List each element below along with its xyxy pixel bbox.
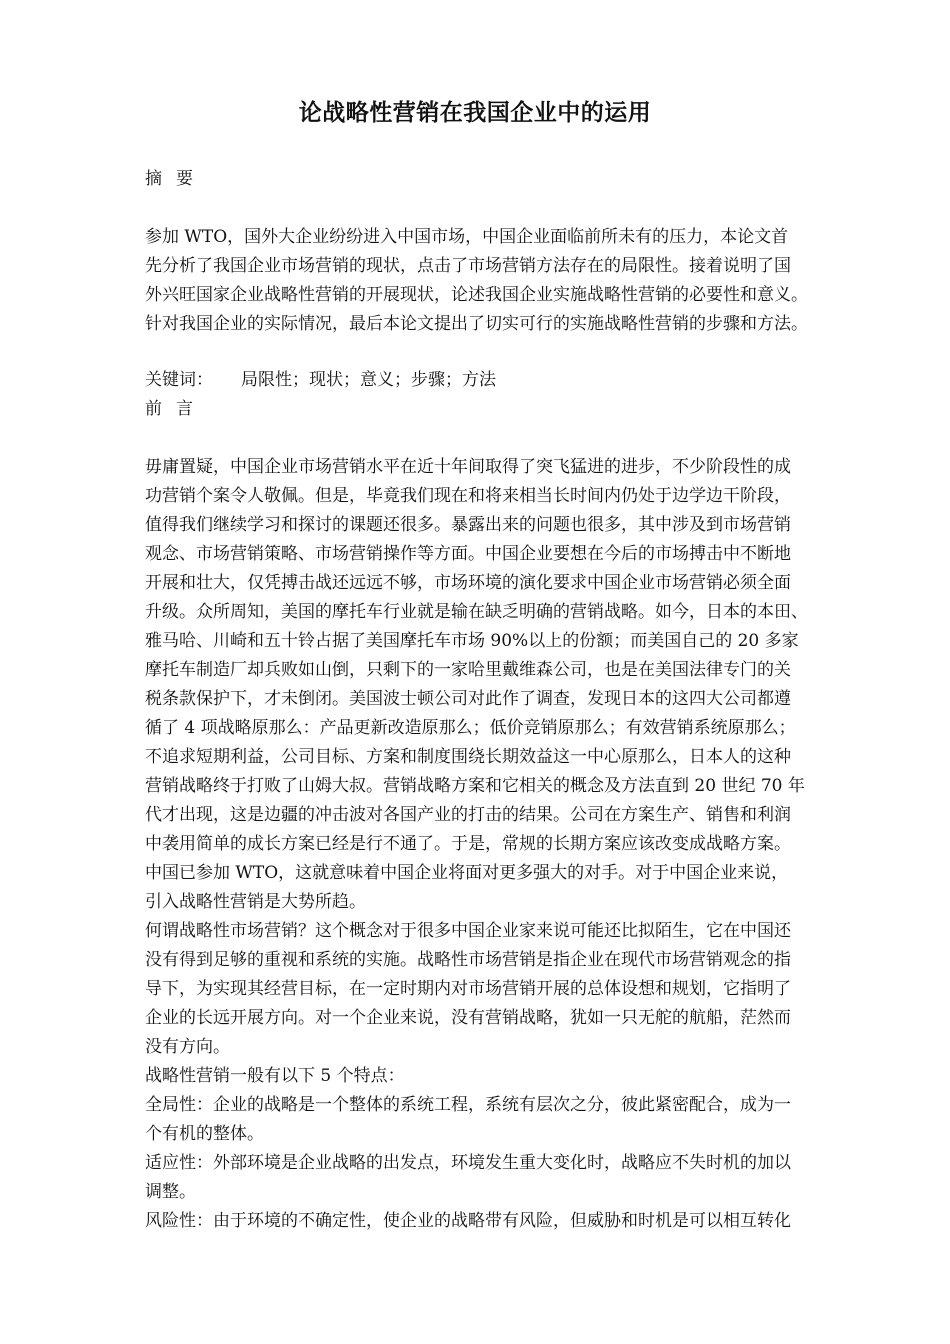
body-line: 导下，为实现其经营目标，在一定时期内对市场营销开展的总体设想和规划，它指明了 bbox=[145, 979, 791, 999]
body-line: 不追求短期利益，公司目标、方案和制度围绕长期效益这一中心原那么，日本人的这种 bbox=[145, 747, 791, 767]
body-line: 中国已参加 WTO，这就意味着中国企业将面对更多强大的对手。对于中国企业来说， bbox=[145, 863, 789, 883]
body-line: 引入战略性营销是大势所趋。 bbox=[145, 892, 366, 912]
body-line: 循了 4 项战略原那么：产品更新改造原那么；低价竞销原那么；有效营销系统原那么； bbox=[145, 718, 796, 738]
abstract-line: 外兴旺国家企业战略性营销的开展现状，论述我国企业实施战略性营销的必要性和意义。 bbox=[145, 285, 808, 305]
document-title: 论战略性营销在我国企业中的运用 bbox=[298, 99, 652, 126]
body-line: 企业的长远开展方向。对一个企业来说，没有营销战略，犹如一只无舵的航船，茫然而 bbox=[145, 1008, 791, 1028]
body-line: 何谓战略性市场营销？这个概念对于很多中国企业家来说可能还比拟陌生，它在中国还 bbox=[145, 921, 791, 941]
body-line: 毋庸置疑，中国企业市场营销水平在近十年间取得了突飞猛进的进步，不少阶段性的成 bbox=[145, 457, 791, 477]
body-line: 营销战略终于打败了山姆大叔。营销战略方案和它相关的概念及方法直到 20 世纪 70 年 bbox=[145, 776, 805, 796]
abstract-line: 针对我国企业的实际情况，最后本论文提出了切实可行的实施战略性营销的步骤和方法。 bbox=[145, 314, 808, 334]
body-line: 功营销个案令人敬佩。但是，毕竟我们现在和将来相当长时间内仍处于边学边干阶段， bbox=[145, 486, 791, 506]
body-line: 摩托车制造厂却兵败如山倒，只剩下的一家哈里戴维森公司，也是在美国法律专门的关 bbox=[145, 660, 791, 680]
body-line: 观念、市场营销策略、市场营销操作等方面。中国企业要想在今后的市场搏击中不断地 bbox=[145, 544, 791, 564]
body-line: 值得我们继续学习和探讨的课题还很多。暴露出来的问题也很多，其中涉及到市场营销 bbox=[145, 515, 791, 535]
body-line: 开展和壮大，仅凭搏击战还远远不够，市场环境的演化要求中国企业市场营销必须全面 bbox=[145, 573, 791, 593]
body-line: 税条款保护下，才未倒闭。美国波士顿公司对此作了调查，发现日本的这四大公司都遵 bbox=[145, 689, 791, 709]
body-line: 升级。众所周知，美国的摩托车行业就是输在缺乏明确的营销战略。如今，日本的本田、 bbox=[145, 602, 808, 622]
body-line: 代才出现，这是边疆的冲击波对各国产业的打击的结果。公司在方案生产、销售和利润 bbox=[145, 805, 791, 825]
body-line: 个有机的整体。 bbox=[145, 1124, 264, 1144]
body-line: 没有方向。 bbox=[145, 1037, 230, 1057]
body-line: 全局性：企业的战略是一个整体的系统工程，系统有层次之分，彼此紧密配合，成为一 bbox=[145, 1095, 791, 1115]
keywords-label: 关键词： bbox=[145, 370, 213, 390]
preface-heading: 前言 bbox=[145, 399, 207, 419]
body-line: 战略性营销一般有以下 5 个特点： bbox=[145, 1066, 405, 1086]
abstract-line: 参加 WTO，国外大企业纷纷进入中国市场，中国企业面临前所未有的压力，本论文首 bbox=[145, 227, 789, 247]
keywords-line bbox=[145, 368, 496, 392]
abstract-line: 先分析了我国企业市场营销的现状，点击了市场营销方法存在的局限性。接着说明了国 bbox=[145, 256, 791, 276]
body-line: 没有得到足够的重视和系统的实施。战略性市场营销是指企业在现代市场营销观念的指 bbox=[145, 950, 791, 970]
body-line: 风险性：由于环境的不确定性，使企业的战略带有风险，但威胁和时机是可以相互转化 bbox=[145, 1211, 791, 1231]
body-line: 中袭用简单的成长方案已经是行不通了。于是，常规的长期方案应该改变成战略方案。 bbox=[145, 834, 791, 854]
abstract-heading: 摘要 bbox=[145, 169, 207, 189]
body-line: 雅马哈、川崎和五十铃占据了美国摩托车市场 90%以上的份额；而美国自己的 20 多家 bbox=[145, 631, 799, 651]
body-line: 调整。 bbox=[145, 1182, 196, 1202]
body-line: 适应性：外部环境是企业战略的出发点，环境发生重大变化时，战略应不失时机的加以 bbox=[145, 1153, 791, 1173]
keywords-value: 局限性；现状；意义；步骤；方法 bbox=[241, 370, 496, 390]
